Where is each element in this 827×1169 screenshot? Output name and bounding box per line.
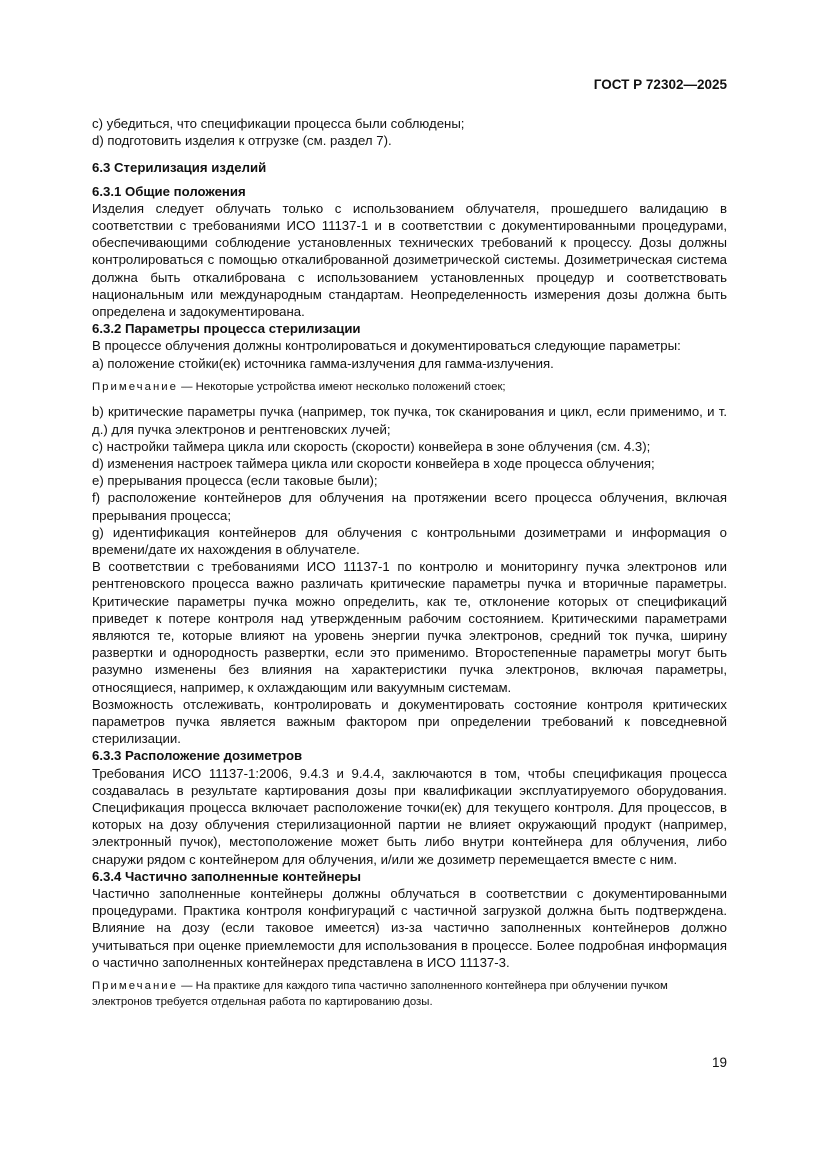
document-body: [92, 115, 727, 1010]
note-text: — На практике для каждого типа частично заполненного контейнера при облучении пучком электронов требуется отдельная работа по картированию дозы.: [92, 980, 668, 1008]
paragraph: Возможность отслеживать, контролировать и документировать состояние контроля критических параметров пучка является важным фактором при определении требований к повседневной стерилизации.: [92, 696, 727, 747]
section-heading-6-3: 6.3 Стерилизация изделий: [92, 160, 267, 176]
paragraph: В соответствии с требованиями ИСО 11137-1 по контролю и мониторингу пучка электронов или рентгеновского процесса важно различать критические параметры пучка и вторичные параметры. Критические параметры пучка можно определить, как те, отклонение которых от спецификаций приведет к потере контроля над утвержденным рабочим состоянием. Критическими параметрами являются те, которые влияют на уровень энергии пучка электронов, средний ток пучка, ширину развертки и однородность развертки, если это применимо. Второстепенные параметры могут быть разумно изменены без влияния на характеристики пучка электронов, включая параметры, относящиеся, например, к охлаждающим или вакуумным системам.: [92, 559, 727, 695]
list-item-b: b) критические параметры пучка (например, ток пучка, ток сканирования и цикл, если применимо, и т. д.) для пучка электронов и рентгеновских лучей;: [92, 404, 727, 437]
paragraph: Изделия следует облучать только с использованием облучателя, прошедшего валидацию в соответствии с требованиями ИСО 11137-1 и в соответствии с документированными процедурами, обеспечивающими соблюдение установленных технических требований к процессу. Дозы должны контролироваться с помощью откалиброванной дозиметрической системы. Дозиметрическая система должна быть откалибрована с использованием установленных процедур и соответствовать национальным или международным стандартам. Неопределенность измерения дозы должна быть определена и задокументирована.: [92, 200, 727, 320]
list-item-g: g) идентификация контейнеров для облучения с контрольными дозиметрами и информация о времени/дате их нахождения в облучателе.: [92, 524, 727, 557]
document-id-header: ГОСТ Р 72302—2025: [593, 77, 727, 92]
paragraph: Требования ИСО 11137-1:2006, 9.4.3 и 9.4.4, заключаются в том, чтобы спецификация процесса создавалась в результате картирования дозы при квалификации эксплуатируемого оборудования. Спецификация процесса включает расположение точки(ек) для текущего контроля. Для процессов, в которых на дозу облучения стерилизационной партии не влияет окружающий продукт (например, электронный пучок), местоположение может быть либо внутри контейнера для облучения, либо снаружи рядом с контейнером для облучения, и/или же дозиметр перемещается вместе с ним.: [92, 765, 727, 867]
subsection-heading-6-3-4: 6.3.4 Частично заполненные контейнеры: [92, 868, 362, 884]
paragraph: Частично заполненные контейнеры должны облучаться в соответствии с документированными процедурами. Практика контроля конфигураций с частичной загрузкой должна быть подтверждена. Влияние на дозу (если таковое имеется) из-за частично заполненных контейнеров должно учитываться при оценке приемлемости для использования в процессе. Более подробная информация о частично заполненных контейнерах представлена в ИСО 11137-3.: [92, 886, 727, 970]
paragraph: В процессе облучения должны контролироваться и документироваться следующие параметры:: [92, 338, 681, 354]
note: [92, 380, 727, 396]
page-number: 19: [711, 1055, 727, 1070]
note: [92, 979, 727, 1010]
note-label: Примечание: [92, 380, 178, 393]
note-label: Примечание: [92, 980, 178, 993]
list-item-d: d) изменения настроек таймера цикла или скорости конвейера в ходе процесса облучения;: [92, 455, 655, 471]
list-item-d: d) подготовить изделия к отгрузке (см. раздел 7).: [92, 133, 392, 149]
list-item-e: e) прерывания процесса (если таковые были);: [92, 473, 378, 489]
subsection-heading-6-3-2: 6.3.2 Параметры процесса стерилизации: [92, 321, 361, 337]
note-text: — Некоторые устройства имеют несколько положений стоек;: [181, 380, 506, 393]
subsection-heading-6-3-1: 6.3.1 Общие положения: [92, 183, 246, 199]
list-item-f: f) расположение контейнеров для облучения на протяжении всего процесса облучения, включая прерывания процесса;: [92, 490, 727, 523]
subsection-heading-6-3-3: 6.3.3 Расположение дозиметров: [92, 748, 303, 764]
list-item-c: c) убедиться, что спецификации процесса были соблюдены;: [92, 116, 465, 131]
list-item-c: c) настройки таймера цикла или скорость (скорости) конвейера в зоне облучения (см. 4.3);: [92, 438, 651, 454]
list-item-a: а) положение стойки(ек) источника гамма-излучения для гамма-излучения.: [92, 355, 554, 371]
